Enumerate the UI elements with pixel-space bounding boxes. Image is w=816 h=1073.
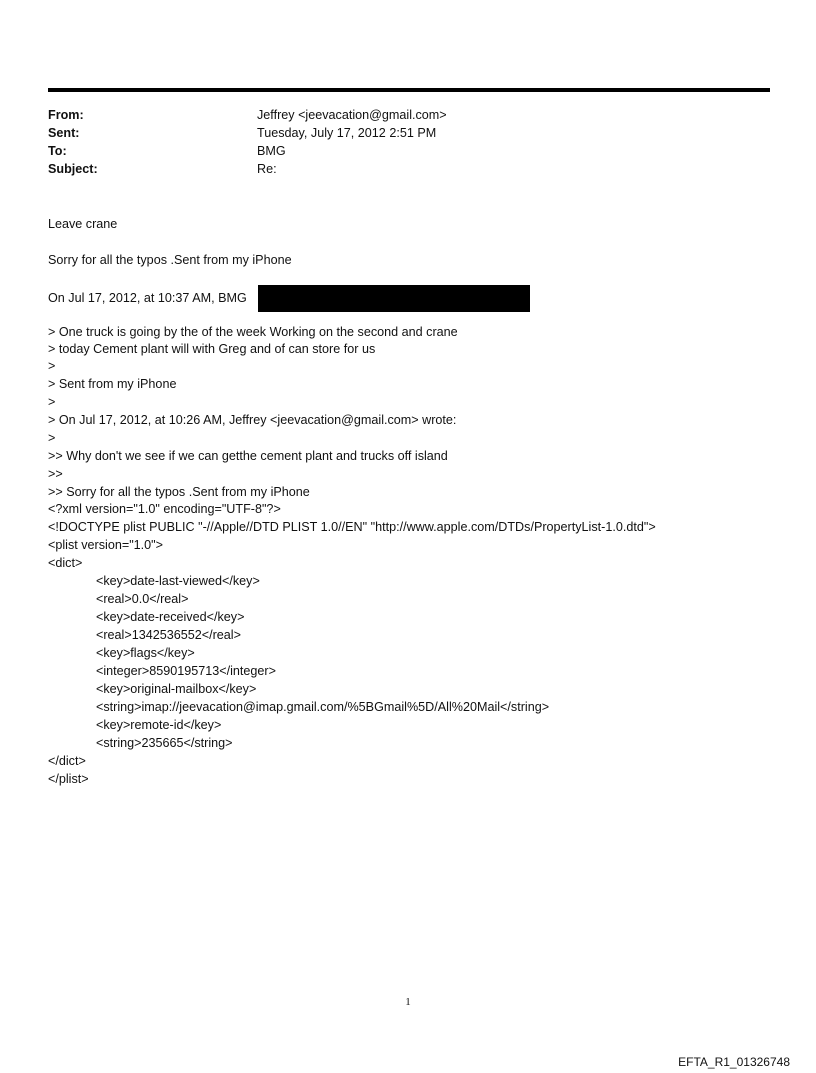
- subject-label: Subject:: [48, 162, 98, 176]
- quoted-line: >: [48, 359, 56, 373]
- redaction-box: [258, 285, 530, 312]
- document-id: EFTA_R1_01326748: [678, 1055, 790, 1069]
- to-value: BMG: [257, 144, 286, 158]
- quoted-line: >> Why don't we see if we can getthe cement plant and trucks off island: [48, 449, 448, 463]
- xml-inner-line: <string>imap://jeevacation@imap.gmail.com/%5BGmail%5D/All%20Mail</string>: [96, 700, 550, 714]
- xml-line: <dict>: [48, 556, 83, 570]
- xml-inner-line: <integer>8590195713</integer>: [96, 664, 276, 678]
- xml-line: </plist>: [48, 772, 89, 786]
- sent-label: Sent:: [48, 126, 80, 140]
- xml-inner-line: <key>remote-id</key>: [96, 718, 222, 732]
- from-value: Jeffrey <jeevacation@gmail.com>: [257, 108, 447, 122]
- quoted-line: > Sent from my iPhone: [48, 377, 177, 391]
- quoted-line: >> Sorry for all the typos .Sent from my iPhone: [48, 485, 310, 499]
- quoted-line: > today Cement plant will with Greg and of can store for us: [48, 342, 376, 356]
- xml-inner-line: <key>date-last-viewed</key>: [96, 574, 260, 588]
- xml-inner-line: <string>235665</string>: [96, 736, 233, 750]
- body-line-reply: Leave crane: [48, 217, 118, 231]
- quoted-line: >: [48, 431, 56, 445]
- xml-inner-line: <key>original-mailbox</key>: [96, 682, 257, 696]
- xml-inner-line: <key>flags</key>: [96, 646, 195, 660]
- header-rule: [48, 88, 770, 92]
- page-number: 1: [405, 996, 411, 1008]
- from-label: From:: [48, 108, 84, 122]
- xml-inner-line: <real>0.0</real>: [96, 592, 189, 606]
- quoted-line: > One truck is going by the of the week Working on the second and crane: [48, 325, 458, 339]
- xml-inner-line: <real>1342536552</real>: [96, 628, 241, 642]
- xml-line: <?xml version="1.0" encoding="UTF-8"?>: [48, 502, 281, 516]
- xml-line: <!DOCTYPE plist PUBLIC "-//Apple//DTD PLIST 1.0//EN" "http://www.apple.com/DTDs/PropertyList-1.0.dtd">: [48, 520, 656, 534]
- sent-value: Tuesday, July 17, 2012 2:51 PM: [257, 126, 437, 140]
- xml-line: <plist version="1.0">: [48, 538, 164, 552]
- to-label: To:: [48, 144, 67, 158]
- quoted-line: >: [48, 395, 56, 409]
- quoted-line: >>: [48, 467, 63, 481]
- body-line-signature: Sorry for all the typos .Sent from my iPhone: [48, 253, 292, 267]
- xml-line: </dict>: [48, 754, 86, 768]
- quoted-line: > On Jul 17, 2012, at 10:26 AM, Jeffrey <jeevacation@gmail.com> wrote:: [48, 413, 457, 427]
- body-line-attribution: On Jul 17, 2012, at 10:37 AM, BMG: [48, 291, 247, 305]
- subject-value: Re:: [257, 162, 277, 176]
- xml-inner-line: <key>date-received</key>: [96, 610, 245, 624]
